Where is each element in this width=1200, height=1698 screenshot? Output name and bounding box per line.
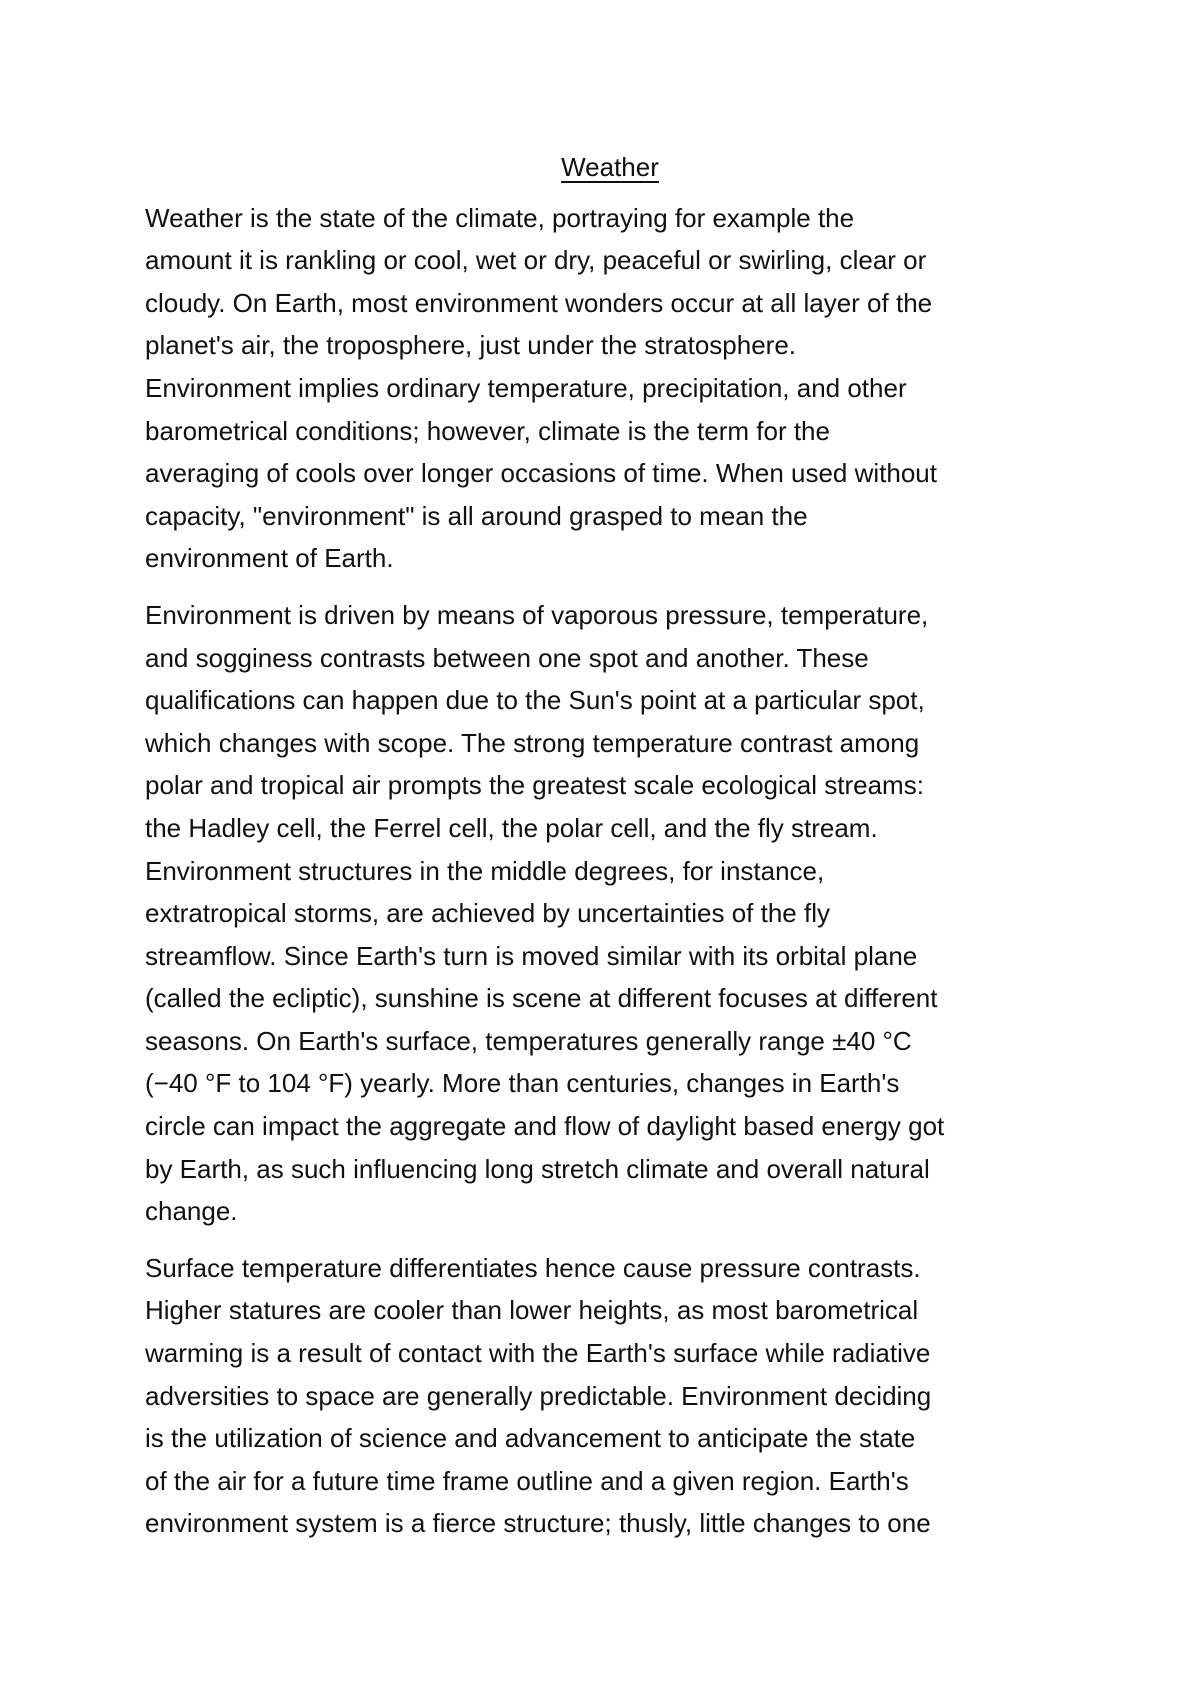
text-line: Higher statures are cooler than lower heights, as most barometrical — [145, 1295, 919, 1326]
document-title: Weather — [561, 152, 659, 182]
text-line: averaging of cools over longer occasions of time. When used without — [145, 458, 937, 489]
text-line: which changes with scope. The strong temperature contrast among — [145, 727, 920, 758]
text-line: qualifications can happen due to the Sun's point at a particular spot, — [145, 685, 925, 716]
text-line: polar and tropical air prompts the greatest scale ecological streams: — [145, 770, 924, 801]
paragraph-container — [145, 197, 1075, 1545]
text-line: Environment structures in the middle degrees, for instance, — [145, 855, 825, 886]
text-line: is the utilization of science and advancement to anticipate the state — [145, 1423, 916, 1454]
text-line: change. — [145, 1196, 238, 1227]
text-line: capacity, "environment" is all around grasped to mean the — [145, 500, 808, 531]
text-line: environment system is a fierce structure; thusly, little changes to one — [145, 1508, 931, 1539]
text-line: extratropical storms, are achieved by uncertainties of the fly — [145, 898, 830, 929]
text-line: Environment implies ordinary temperature, precipitation, and other — [145, 372, 907, 403]
text-line: by Earth, as such influencing long stretch climate and overall natural — [145, 1153, 930, 1184]
paragraph — [145, 594, 1075, 1233]
text-line: environment of Earth. — [145, 543, 394, 574]
text-line: amount it is rankling or cool, wet or dry, peaceful or swirling, clear or — [145, 245, 927, 276]
paragraph — [145, 1247, 1075, 1545]
text-line: and sogginess contrasts between one spot and another. These — [145, 642, 869, 673]
text-line: circle can impact the aggregate and flow of daylight based energy got — [145, 1111, 945, 1142]
text-line: (−40 °F to 104 °F) yearly. More than centuries, changes in Earth's — [145, 1068, 900, 1099]
document-body — [145, 146, 1075, 1559]
text-line: barometrical conditions; however, climate is the term for the — [145, 415, 830, 446]
text-line: adversities to space are generally predictable. Environment deciding — [145, 1380, 932, 1411]
text-line: warming is a result of contact with the Earth's surface while radiative — [145, 1338, 931, 1369]
text-line: (called the ecliptic), sunshine is scene at different focuses at different — [145, 983, 938, 1014]
text-line: Environment is driven by means of vaporous pressure, temperature, — [145, 599, 929, 630]
text-line: seasons. On Earth's surface, temperatures generally range ±40 °C — [145, 1025, 912, 1056]
text-line: Weather is the state of the climate, portraying for example the — [145, 202, 855, 233]
text-line: streamflow. Since Earth's turn is moved similar with its orbital plane — [145, 940, 918, 971]
text-line: planet's air, the troposphere, just under the stratosphere. — [145, 330, 797, 361]
text-line: Surface temperature differentiates hence cause pressure contrasts. — [145, 1252, 921, 1283]
text-line: of the air for a future time frame outline and a given region. Earth's — [145, 1465, 909, 1496]
text-line: cloudy. On Earth, most environment wonders occur at all layer of the — [145, 287, 933, 318]
paragraph — [145, 197, 1075, 580]
text-line: the Hadley cell, the Ferrel cell, the polar cell, and the fly stream. — [145, 812, 878, 843]
